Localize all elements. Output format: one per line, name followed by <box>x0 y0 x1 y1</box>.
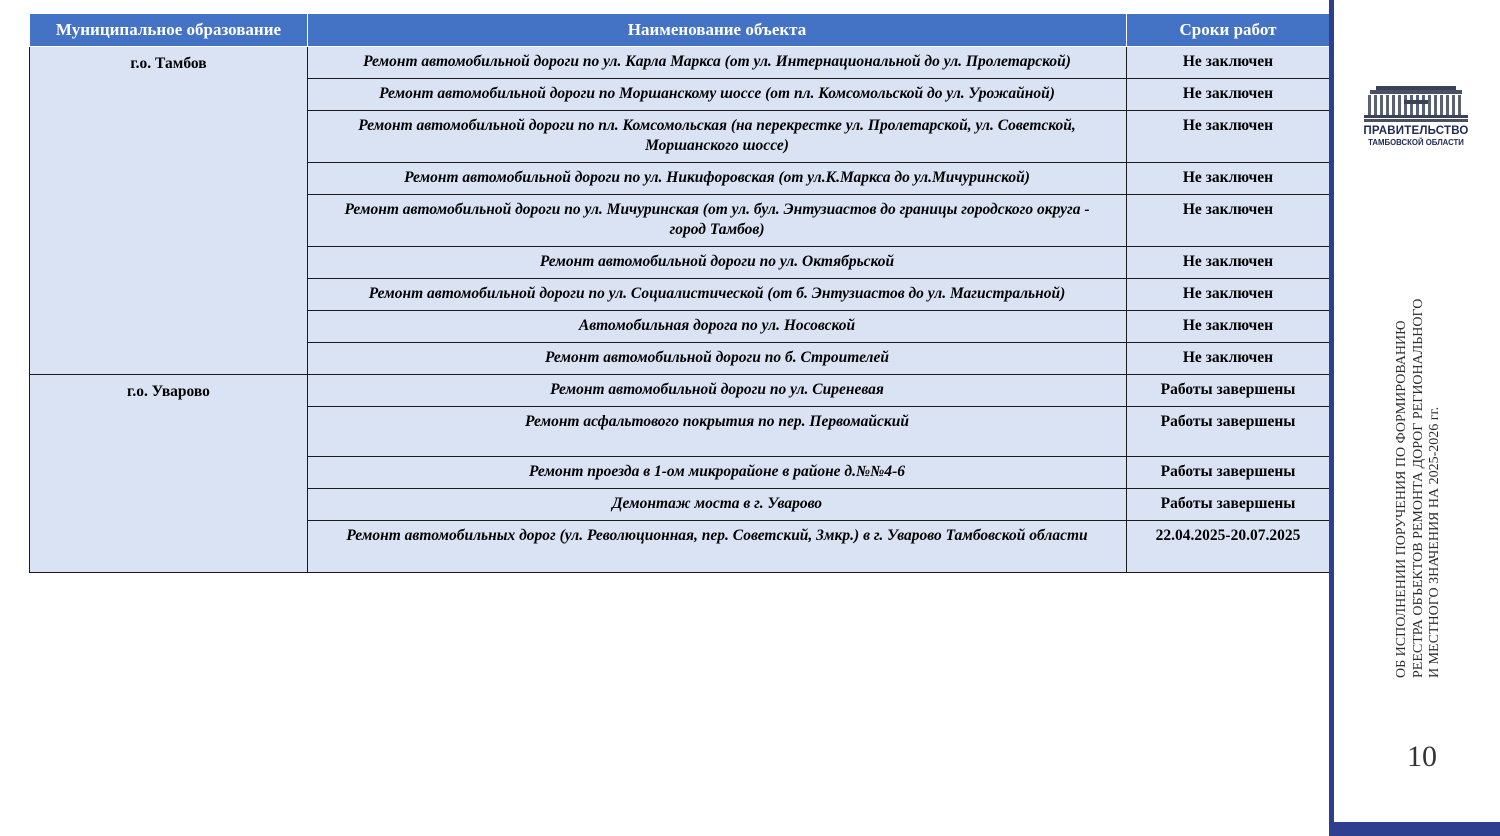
table-header-row <box>30 14 1330 47</box>
slide-title-line-3-suffix: гг. <box>1427 406 1442 424</box>
municipality-cell-tambov: г.о. Тамбов <box>30 47 308 375</box>
header-object-name: Наименование объекта <box>308 14 1127 47</box>
slide-title-line-1: ОБ ИСПОЛНЕНИИ ПОРУЧЕНИЯ ПО ФОРМИРОВАНИЮ <box>1394 320 1409 678</box>
roads-registry-table <box>29 13 1330 573</box>
term-cell: Не заключен <box>1127 163 1330 195</box>
header-work-terms: Сроки работ <box>1127 14 1330 47</box>
term-cell: Работы завершены <box>1127 489 1330 521</box>
object-cell: Ремонт автомобильной дороги по Моршанскому шоссе (от пл. Комсомольской до ул. Урожайной) <box>308 79 1127 111</box>
object-cell: Демонтаж моста в г. Уварово <box>308 489 1127 521</box>
object-cell: Ремонт автомобильных дорог (ул. Революционная, пер. Советский, 3мкр.) в г. Уварово Тамбовской области <box>308 521 1127 573</box>
slide-title-line-3 <box>1427 248 1444 678</box>
term-cell: Не заключен <box>1127 247 1330 279</box>
object-cell: Ремонт автомобильной дороги по б. Строителей <box>308 343 1127 375</box>
municipality-cell-uvarovo: г.о. Уварово <box>30 375 308 573</box>
logo-subtitle: ТАМБОВСКОЙ ОБЛАСТИ <box>1368 138 1464 147</box>
header-municipality: Муниципальное образование <box>30 14 308 47</box>
vertical-slide-title <box>1394 248 1444 678</box>
object-cell: Ремонт асфальтового покрытия по пер. Первомайский <box>308 407 1127 457</box>
government-building-icon <box>1364 86 1468 122</box>
term-cell: Не заключен <box>1127 279 1330 311</box>
object-cell: Ремонт автомобильной дороги по ул. Никифоровская (от ул.К.Маркса до ул.Мичуринской) <box>308 163 1127 195</box>
object-cell: Ремонт автомобильной дороги по пл. Комсомольская (на перекрестке ул. Пролетарской, ул. Советской, Моршанского шоссе) <box>308 111 1127 163</box>
logo-title: ПРАВИТЕЛЬСТВО <box>1363 125 1469 137</box>
roads-table-container <box>29 13 1329 573</box>
panel-bottom-bar <box>1329 822 1500 836</box>
object-cell: Ремонт автомобильной дороги по ул. Социалистической (от б. Энтузиастов до ул. Магистральной) <box>308 279 1127 311</box>
term-cell: Работы завершены <box>1127 457 1330 489</box>
object-cell: Ремонт автомобильной дороги по ул. Карла Маркса (от ул. Интернациональной до ул. Пролетарской) <box>308 47 1127 79</box>
slide-title-line-2: РЕЕСТРА ОБЪЕКТОВ РЕМОНТА ДОРОГ РЕГИОНАЛЬНОГО <box>1410 298 1426 678</box>
object-cell: Ремонт автомобильной дороги по ул. Мичуринская (от ул. бул. Энтузиастов до границы городского округа - город Тамбов) <box>308 195 1127 247</box>
term-cell: Не заключен <box>1127 343 1330 375</box>
object-cell: Ремонт автомобильной дороги по ул. Сиреневая <box>308 375 1127 407</box>
term-cell: Работы завершены <box>1127 375 1330 407</box>
term-cell: 22.04.2025-20.07.2025 <box>1127 521 1330 573</box>
panel-accent-border <box>1329 0 1334 836</box>
term-cell: Не заключен <box>1127 311 1330 343</box>
term-cell: Не заключен <box>1127 47 1330 79</box>
table-row <box>30 375 1330 407</box>
term-cell: Не заключен <box>1127 111 1330 163</box>
table-row <box>30 47 1330 79</box>
page-number: 10 <box>1407 740 1437 773</box>
object-cell: Ремонт проезда в 1-ом микрорайоне в районе д.№№4-6 <box>308 457 1127 489</box>
term-cell: Не заключен <box>1127 195 1330 247</box>
slide-title-line-3-main: И МЕСТНОГО ЗНАЧЕНИЯ НА 2025-2026 <box>1427 423 1442 678</box>
term-cell: Не заключен <box>1127 79 1330 111</box>
government-logo <box>1357 86 1475 147</box>
object-cell: Автомобильная дорога по ул. Носовской <box>308 311 1127 343</box>
object-cell: Ремонт автомобильной дороги по ул. Октябрьской <box>308 247 1127 279</box>
term-cell: Работы завершены <box>1127 407 1330 457</box>
